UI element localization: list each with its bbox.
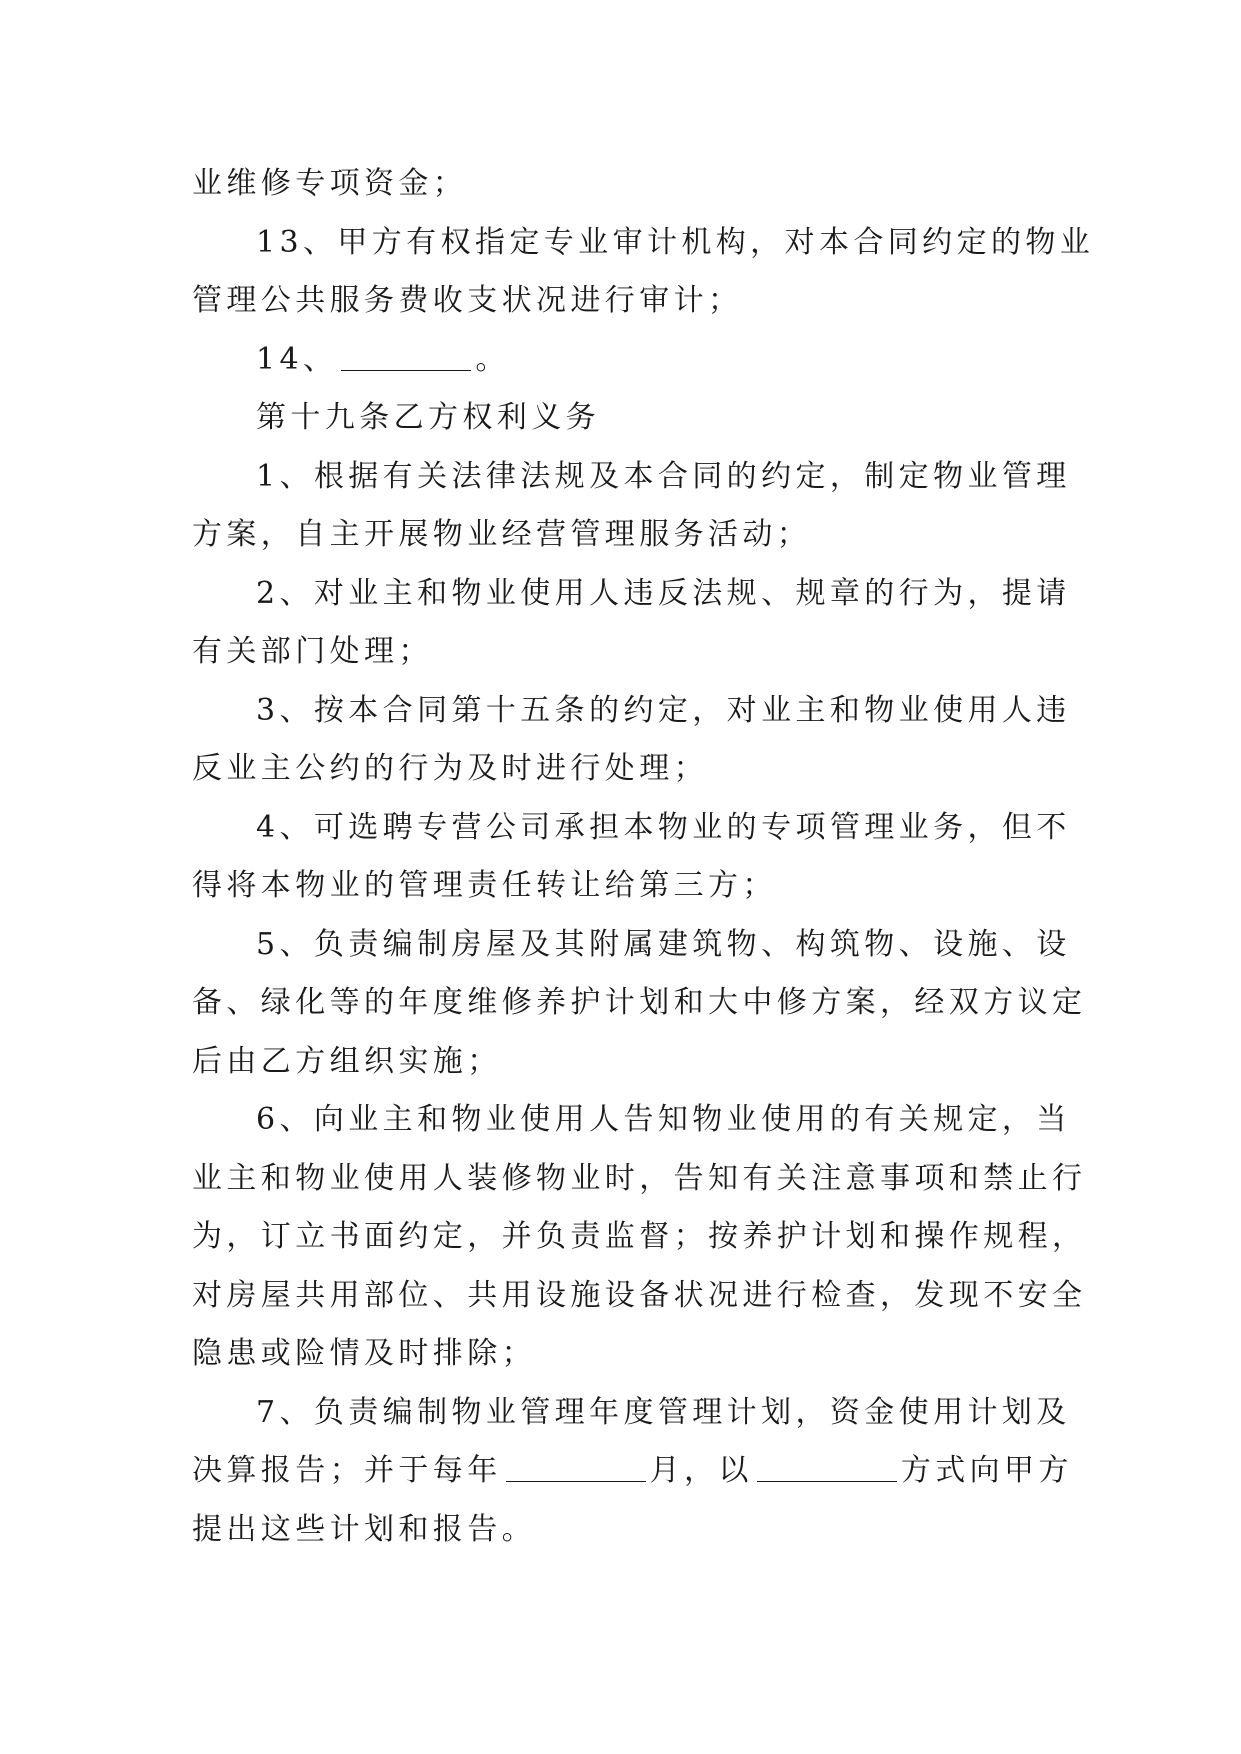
fill-in-blank bbox=[506, 1455, 646, 1482]
text-line: 管理公共服务费收支状况进行审计； bbox=[192, 283, 743, 318]
text-line: 4、可选聘专营公司承担本物业的专项管理业务，但不 bbox=[256, 809, 1071, 845]
text-line: 后由乙方组织实施； bbox=[192, 1043, 502, 1079]
text-line: 13、甲方有权指定专业审计机构，对本合同约定的物业 bbox=[256, 224, 1095, 260]
text-line: 备、绿化等的年度维修养护计划和大中修方案，经双方议定 bbox=[192, 985, 1087, 1020]
fill-in-blank bbox=[341, 344, 471, 371]
text-line: 业维修专项资金； bbox=[192, 166, 468, 201]
text-segment: 月，以 bbox=[649, 1453, 753, 1488]
text-line: 2、对业主和物业使用人违反法规、规章的行为，提请 bbox=[256, 575, 1071, 611]
text-line: 得将本物业的管理责任转让给第三方； bbox=[192, 868, 777, 903]
item-number: 14、 bbox=[256, 341, 338, 377]
text-segment: 方式向甲方 bbox=[900, 1453, 1073, 1488]
text-line: 7、负责编制物业管理年度管理计划，资金使用计划及 bbox=[256, 1394, 1071, 1430]
text-line: 提出这些计划和报告。 bbox=[192, 1511, 536, 1547]
text-line: 对房屋共用部位、共用设施设备状况进行检查，发现不安全 bbox=[192, 1277, 1087, 1313]
text-line: 为，订立书面约定，并负责监督；按养护计划和操作规程， bbox=[192, 1219, 1087, 1254]
text-line: 有关部门处理； bbox=[192, 634, 433, 669]
article-heading: 第十九条乙方权利义务 bbox=[256, 400, 600, 435]
text-line-with-blanks bbox=[192, 1442, 1073, 1501]
text-line: 业主和物业使用人装修物业时，告知有关注意事项和禁止行 bbox=[192, 1160, 1087, 1196]
text-line: 5、负责编制房屋及其附属建筑物、构筑物、设施、设 bbox=[256, 926, 1071, 962]
item-end-punctuation: 。 bbox=[475, 341, 510, 377]
contract-text bbox=[192, 155, 1095, 1559]
fill-in-blank bbox=[757, 1455, 897, 1482]
text-line: 6、向业主和物业使用人告知物业使用的有关规定，当 bbox=[256, 1102, 1071, 1137]
text-line-blank-item bbox=[192, 331, 1052, 390]
text-line: 方案，自主开展物业经营管理服务活动； bbox=[192, 517, 812, 552]
text-line: 隐患或险情及时排除； bbox=[192, 1336, 536, 1371]
text-line: 1、根据有关法律法规及本合同的约定，制定物业管理 bbox=[256, 458, 1071, 494]
text-line: 3、按本合同第十五条的约定，对业主和物业使用人违 bbox=[256, 692, 1071, 728]
text-line: 反业主公约的行为及时进行处理； bbox=[192, 751, 708, 786]
text-segment: 决算报告；并于每年 bbox=[192, 1453, 502, 1488]
